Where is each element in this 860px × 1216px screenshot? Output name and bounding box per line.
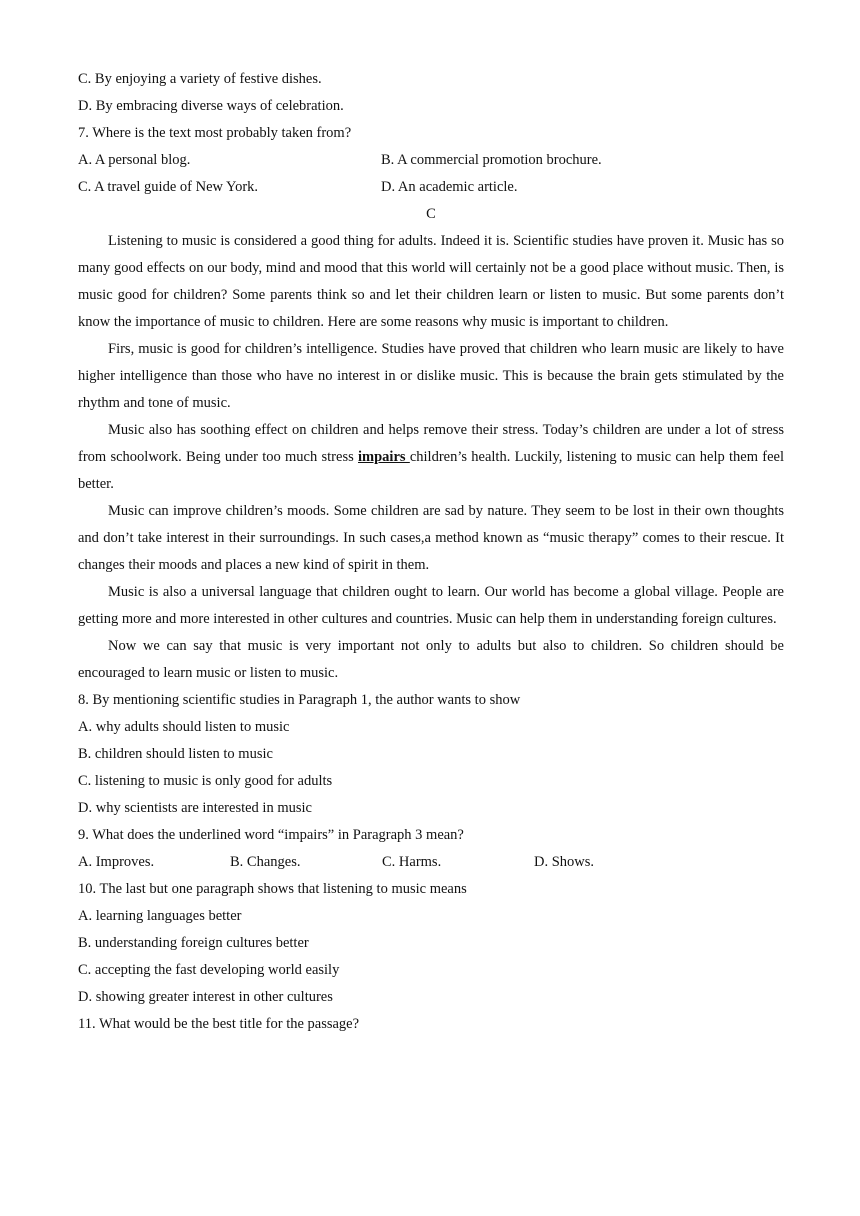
q9-option-c: C. Harms.	[382, 854, 442, 870]
paragraph-3-text-before: Music also has soothing effect on children and helps remove their stress. Today’s children are under a lot of stress from schoolwork. Being under too much stress	[78, 422, 784, 465]
q8-option-c: C. listening to music is only good for adults	[78, 773, 333, 789]
q7-question: 7. Where is the text most probably taken from?	[78, 125, 352, 141]
q8-option-d: D. why scientists are interested in music	[78, 800, 312, 816]
q7-option-d: D. An academic article.	[381, 179, 518, 195]
passage-paragraph-2: Firs, music is good for children’s intelligence. Studies have proved that children who learn music are likely to have higher intelligence than those who have no interest in or dislike music. This is because the brain gets stimulated by the rhythm and tone of music.	[78, 341, 784, 411]
q11-question: 11. What would be the best title for the passage?	[78, 1016, 360, 1032]
q10-option-d: D. showing greater interest in other cultures	[78, 989, 333, 1005]
passage-paragraph-4: Music can improve children’s moods. Some children are sad by nature. They seem to be lost in their own thoughts and don’t take interest in their surroundings. In such cases,a method known as “music therapy” comes to their rescue. It changes their moods and places a new kind of spirit in them.	[78, 503, 784, 573]
q10-option-a: A. learning languages better	[78, 908, 242, 924]
q9-question: 9. What does the underlined word “impairs” in Paragraph 3 mean?	[78, 827, 464, 843]
q10-option-c: C. accepting the fast developing world easily	[78, 962, 340, 978]
q6-option-d: D. By embracing diverse ways of celebration.	[78, 98, 344, 114]
paragraph-3-text-after: children’s health. Luckily, listening to music can help them feel better.	[78, 449, 784, 492]
q10-question: 10. The last but one paragraph shows that listening to music means	[78, 881, 467, 897]
passage-paragraph-1: Listening to music is considered a good thing for adults. Indeed it is. Scientific studies have proven it. Music has so many good effects on our body, mind and mood that this world will certainly not be a good place without music. Then, is music good for children? Some parents think so and let their children learn or listen to music. But some parents don’t know the importance of music to children. Here are some reasons why music is important to children.	[78, 233, 784, 330]
q6-option-c: C. By enjoying a variety of festive dishes.	[78, 71, 322, 87]
passage-paragraph-6: Now we can say that music is very important not only to adults but also to children. So children should be encouraged to learn music or listen to music.	[78, 638, 784, 681]
q7-option-a: A. A personal blog.	[78, 152, 191, 168]
underlined-word-impairs: impairs	[358, 449, 410, 465]
q8-question: 8. By mentioning scientific studies in Paragraph 1, the author wants to show	[78, 692, 521, 708]
q9-option-a: A. Improves.	[78, 854, 155, 870]
q7-options-row-2	[78, 174, 784, 201]
q7-option-c: C. A travel guide of New York.	[78, 179, 259, 195]
q9-option-b: B. Changes.	[230, 854, 301, 870]
q7-options-row-1	[78, 147, 784, 174]
passage-paragraph-5: Music is also a universal language that children ought to learn. Our world has become a global village. People are getting more and more interested in other cultures and countries. Music can help them in understanding foreign cultures.	[78, 584, 784, 627]
q9-options-row	[78, 849, 784, 876]
section-label: C	[426, 206, 436, 222]
q7-option-b: B. A commercial promotion brochure.	[381, 152, 602, 168]
q9-option-d: D. Shows.	[534, 854, 595, 870]
q10-option-b: B. understanding foreign cultures better	[78, 935, 309, 951]
passage-paragraph-3	[78, 417, 784, 498]
q8-option-b: B. children should listen to music	[78, 746, 273, 762]
document-page	[78, 66, 784, 1038]
q8-option-a: A. why adults should listen to music	[78, 719, 290, 735]
